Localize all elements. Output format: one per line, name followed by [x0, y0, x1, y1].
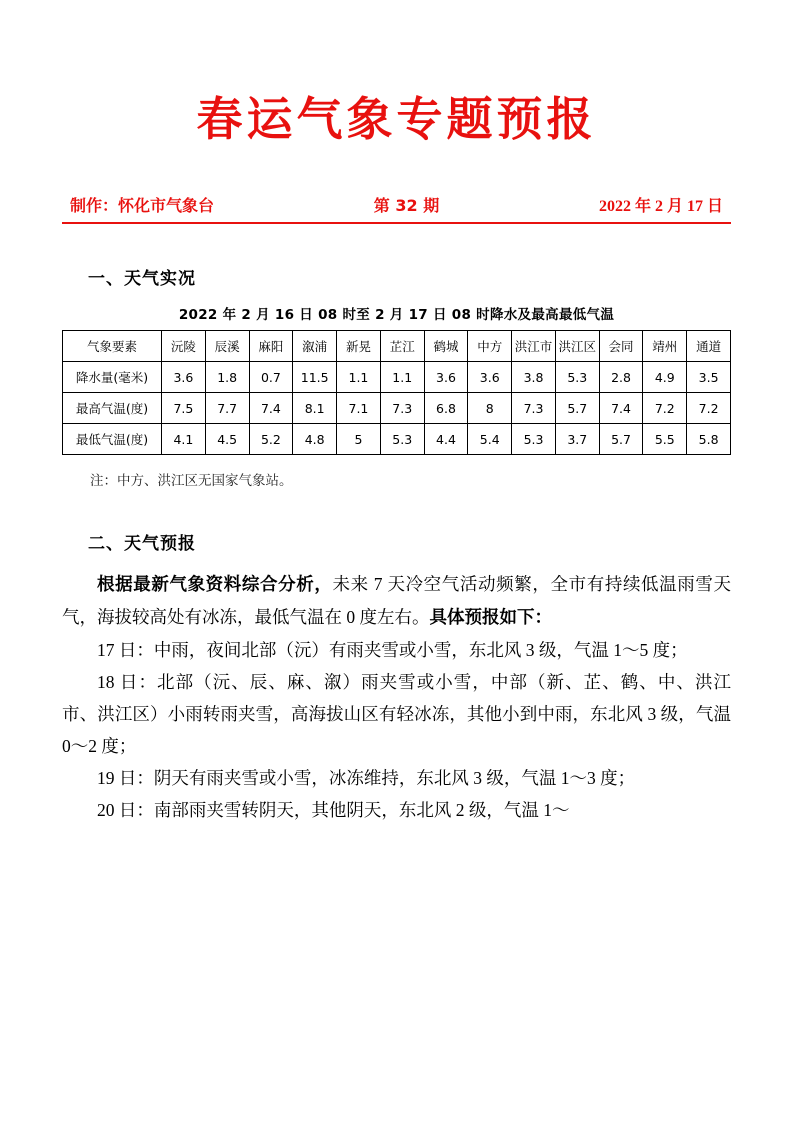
table-cell: 5.7	[555, 393, 599, 424]
table-cell: 4.5	[205, 424, 249, 455]
table-cell: 7.2	[643, 393, 687, 424]
table-note: 注：中方、洪江区无国家气象站。	[90, 473, 293, 489]
lead-paragraph	[62, 568, 731, 634]
table-header-cell: 中方	[468, 331, 512, 362]
issue-date: 2022 年 2 月 17 日	[598, 198, 723, 216]
lead-bold-closing: 具体预报如下：	[429, 608, 552, 629]
table-header-cell: 鹤城	[424, 331, 468, 362]
section-heading-weather-forecast: 二、天气预报	[88, 534, 196, 555]
table-cell: 6.8	[424, 393, 468, 424]
table-cell: 5.7	[599, 424, 643, 455]
table-cell: 7.4	[249, 393, 293, 424]
issue-number: 第 32 期	[373, 196, 440, 216]
table-row	[63, 331, 731, 362]
table-cell: 5.3	[512, 424, 556, 455]
table-cell: 3.6	[424, 362, 468, 393]
table-header-cell: 新晃	[337, 331, 381, 362]
table-cell: 7.5	[162, 393, 206, 424]
forecast-paragraph: 18 日：北部（沅、辰、麻、溆）雨夹雪或小雪，中部（新、芷、鹤、中、洪江市、洪江区）小雨转雨夹雪，高海拔山区有轻冰冻，其他小到中雨，东北风 3 级，气温 0～2 度；	[62, 672, 731, 757]
table-cell: 7.3	[380, 393, 424, 424]
table-cell: 1.8	[205, 362, 249, 393]
forecast-paragraph: 20 日：南部雨夹雪转阴天，其他阴天，东北风 2 级，气温 1～	[97, 800, 570, 821]
lead-body: 未来 7 天冷空气活动频繁，全市有持续低温雨雪天气，海拔较高处有冰冻，最低气温在 0 度左右。	[62, 574, 732, 628]
page-title: 春运气象专题预报	[196, 92, 597, 146]
table-cell: 7.2	[687, 393, 731, 424]
table-cell: 2.8	[599, 362, 643, 393]
table-cell: 11.5	[293, 362, 337, 393]
table-cell: 4.9	[643, 362, 687, 393]
table-cell: 7.1	[337, 393, 381, 424]
table-row	[63, 393, 731, 424]
document-subheader	[62, 193, 731, 222]
table-header-cell: 洪江区	[555, 331, 599, 362]
table-row	[63, 362, 731, 393]
table-cell: 1.1	[380, 362, 424, 393]
forecast-lead-paragraph	[62, 568, 731, 826]
forecast-paragraph: 19 日：阴天有雨夹雪或小雪，冰冻维持，东北风 3 级，气温 1～3 度；	[97, 768, 636, 789]
table-header-cell: 溆浦	[293, 331, 337, 362]
table-cell: 0.7	[249, 362, 293, 393]
table-header-cell: 靖州	[643, 331, 687, 362]
table-cell: 8	[468, 393, 512, 424]
table-row	[63, 424, 731, 455]
table-cell: 4.1	[162, 424, 206, 455]
byline: 制作：怀化市气象台	[70, 196, 215, 216]
table-cell: 7.7	[205, 393, 249, 424]
table-cell: 4.4	[424, 424, 468, 455]
forecast-paragraph: 17 日：中雨，夜间北部（沅）有雨夹雪或小雪，东北风 3 级，气温 1～5 度；	[97, 640, 688, 661]
section-heading-weather-observation: 一、天气实况	[88, 269, 196, 290]
table-caption: 2022 年 2 月 16 日 08 时至 2 月 17 日 08 时降水及最高最低气温	[178, 307, 615, 324]
table-cell: 3.7	[555, 424, 599, 455]
table-cell: 5.3	[555, 362, 599, 393]
table-header-cell: 辰溪	[205, 331, 249, 362]
table-cell: 4.8	[293, 424, 337, 455]
table-cell: 5	[337, 424, 381, 455]
table-row-header: 降水量(毫米)	[63, 362, 162, 393]
lead-bold-opening: 根据最新气象资料综合分析，	[97, 575, 333, 596]
header-divider	[62, 222, 731, 224]
table-cell: 8.1	[293, 393, 337, 424]
table-cell: 7.3	[512, 393, 556, 424]
table-cell: 3.5	[687, 362, 731, 393]
document-content	[0, 92, 793, 826]
table-cell: 7.4	[599, 393, 643, 424]
table-cell: 5.3	[380, 424, 424, 455]
table-header-cell: 洪江市	[512, 331, 556, 362]
table-cell: 5.2	[249, 424, 293, 455]
table-cell: 5.5	[643, 424, 687, 455]
table-row-header: 最高气温(度)	[63, 393, 162, 424]
table-cell: 1.1	[337, 362, 381, 393]
table-row-header: 最低气温(度)	[63, 424, 162, 455]
table-header-cell: 通道	[687, 331, 731, 362]
table-header-cell: 气象要素	[63, 331, 162, 362]
table-header-cell: 会同	[599, 331, 643, 362]
weather-data-table	[62, 330, 731, 455]
table-header-cell: 芷江	[380, 331, 424, 362]
table-header-cell: 麻阳	[249, 331, 293, 362]
table-cell: 3.8	[512, 362, 556, 393]
table-cell: 3.6	[468, 362, 512, 393]
table-cell: 5.8	[687, 424, 731, 455]
table-cell: 3.6	[162, 362, 206, 393]
table-header-cell: 沅陵	[162, 331, 206, 362]
table-cell: 5.4	[468, 424, 512, 455]
